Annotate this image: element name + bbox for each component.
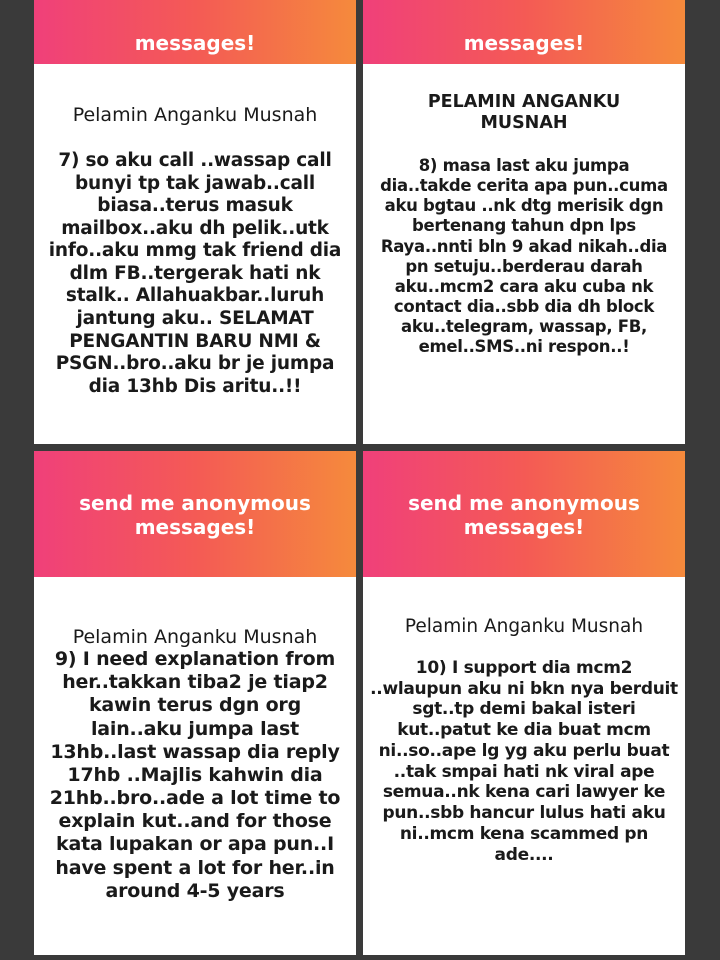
card-message: 9) I need explanation from her..takkan tiba2 je tiap2 kawin terus dgn org lain..aku jumpa last 13hb..last wassap dia reply 17hb ..Majlis kahwin dia 21hb..bro..ade a lot time to explain kut..and for those kata lupakan or apa pun..I have spent a lot for her..in around 4-5 years [49, 648, 341, 902]
card-title: Pelamin Anganku Musnah [72, 626, 318, 648]
story-card-10[interactable] [363, 451, 685, 955]
card-message: 8) masa last aku jumpa dia..takde cerita apa pun..cuma aku bgtau ..nk dtg merisik dgn bertenang tahun dpn lps Raya..nnti bln 9 akad nikah..dia pn setuju..berderau darah aku..mcm2 cara aku cuba nk contact dia..sbb dia dh block aku..telegram, wassap, FB, emel..SMS..ni respon..! [380, 156, 668, 357]
header-text: messages! [134, 31, 256, 56]
card-message: 7) so aku call ..wassap call bunyi tp tak jawab..call biasa..terus masuk mailbox..aku dh pelik..utk info..aku mmg tak friend dia dlm FB..tergerak hati nk stalk.. Allahuakbar..luruh jantung aku.. SELAMAT PENGANTIN BARU NMI & PSGN..bro..aku br je jumpa dia 13hb Dis aritu..!! [48, 150, 342, 397]
header-text: messages! [463, 31, 585, 56]
header-text: send me anonymous messages! [408, 491, 640, 539]
story-card-8[interactable] [363, 0, 685, 444]
card-title: PELAMIN ANGANKU MUSNAH [427, 92, 621, 134]
card-header [363, 451, 685, 577]
header-text: send me anonymous messages! [79, 491, 311, 539]
card-title: Pelamin Anganku Musnah [72, 104, 318, 126]
card-header [34, 451, 356, 577]
card-title: Pelamin Anganku Musnah [404, 616, 644, 637]
card-message: 10) I support dia mcm2 ..wlaupun aku ni bkn nya berduit sgt..tp demi bakal isteri kut..patut ke dia buat mcm ni..so..ape lg yg aku perlu buat ..tak smpai hati nk viral ape semua..nk kena cari lawyer ke pun..sbb hancur lulus hati aku ni..mcm kena scammed pn ade.... [370, 658, 678, 865]
story-card-9[interactable] [34, 451, 356, 955]
card-header [363, 0, 685, 64]
card-header [34, 0, 356, 64]
story-card-7[interactable] [34, 0, 356, 444]
